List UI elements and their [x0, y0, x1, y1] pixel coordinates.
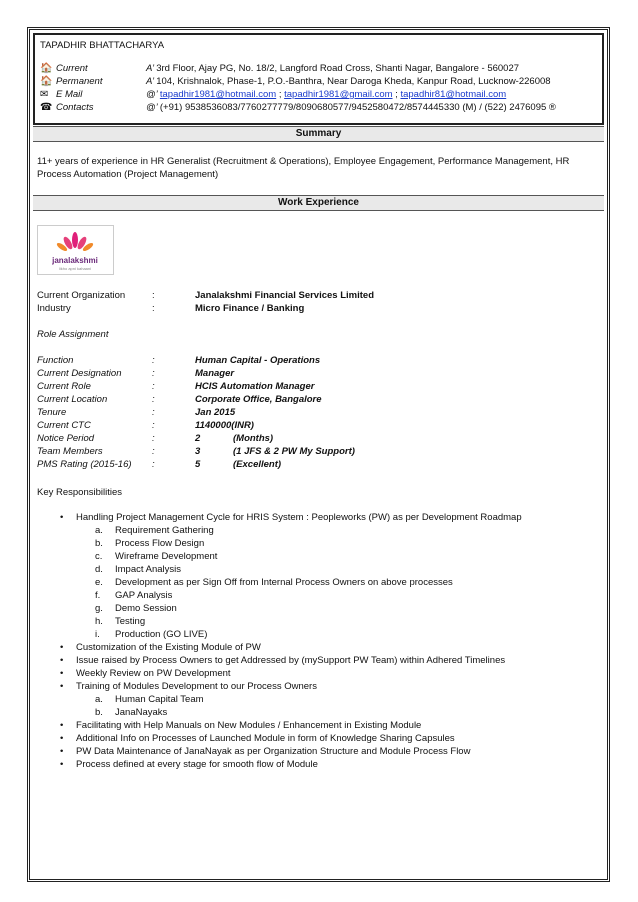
- field-label: Notice Period: [37, 433, 95, 444]
- bullet-marker: •: [60, 512, 64, 523]
- contact-label: Contacts: [56, 102, 94, 113]
- field-value: Human Capital - Operations: [195, 355, 321, 366]
- sub-item: [95, 707, 167, 718]
- role-assignment-heading: Role Assignment: [37, 329, 109, 340]
- email-link[interactable]: tapadhir1981@gmail.com: [284, 89, 393, 100]
- contact-prefix: A’: [146, 63, 157, 74]
- sub-text: Demo Session: [115, 603, 177, 614]
- sub-marker: f.: [95, 590, 101, 601]
- sub-text: Production (GO LIVE): [115, 629, 208, 640]
- sub-text: Process Flow Design: [115, 538, 205, 549]
- responsibility-text: Customization of the Existing Module of PW: [76, 642, 261, 653]
- field-colon: :: [152, 446, 155, 457]
- role-row: [37, 446, 355, 459]
- contact-row: [40, 62, 519, 75]
- field-value: 3: [195, 446, 201, 457]
- field-value: Janalakshmi Financial Services Limited: [195, 290, 374, 301]
- field-colon: :: [152, 368, 155, 379]
- envelope-icon: ✉: [40, 89, 49, 100]
- summary-text: 11+ years of experience in HR Generalist (Recruitment & Operations), Employee Engagement, Performance Management, HR Process Automation (Project Management): [37, 156, 570, 180]
- contact-row: [40, 75, 551, 88]
- sub-text: Requirement Gathering: [115, 525, 214, 536]
- field-label: Current Designation: [37, 368, 122, 379]
- field-label: Team Members: [37, 446, 103, 457]
- sub-item: [95, 564, 181, 575]
- field-note: (Months): [233, 433, 274, 444]
- summary-heading: Summary: [33, 126, 604, 142]
- responsibility-item: [60, 668, 231, 679]
- sub-marker: b.: [95, 707, 103, 718]
- responsibility-text: PW Data Maintenance of JanaNayak as per Organization Structure and Module Process Flow: [76, 746, 471, 757]
- sub-item: [95, 538, 204, 549]
- bullet-marker: •: [60, 668, 64, 679]
- bullet-marker: •: [60, 746, 64, 757]
- contact-value: A’ 104, Krishnalok, Phase-1, P.O.-Banthra, Near Daroga Kheda, Kanpur Road, Lucknow-226008: [146, 76, 551, 87]
- org-row: [37, 303, 304, 316]
- role-row: [37, 394, 322, 407]
- sub-item: [95, 551, 217, 562]
- responsibility-text: Facilitating with Help Manuals on New Modules / Enhancement in Existing Module: [76, 720, 422, 731]
- role-row: [37, 420, 254, 433]
- sub-text: Testing: [115, 616, 146, 627]
- contact-label: Permanent: [56, 76, 103, 87]
- responsibility-text: Process defined at every stage for smooth flow of Module: [76, 759, 318, 770]
- field-value: Jan 2015: [195, 407, 236, 418]
- janalakshmi-logo: [37, 225, 114, 275]
- field-value: HCIS Automation Manager: [195, 381, 315, 392]
- responsibility-text: Issue raised by Process Owners to get Addressed by (mySupport PW Team) within Adhered Timelines: [76, 655, 506, 666]
- responsibility-item: [60, 746, 470, 757]
- field-value: Corporate Office, Bangalore: [195, 394, 322, 405]
- field-label: Current Location: [37, 394, 108, 405]
- contact-value: @’ (+91) 9538536083/7760277779/8090680577/9452580472/8574445330 (M) / (522) 2476095 ®: [146, 102, 556, 113]
- field-colon: :: [152, 394, 155, 405]
- svg-text:janalakshmi: janalakshmi: [52, 256, 98, 265]
- field-value: 1140000(INR): [195, 420, 254, 431]
- field-label: Current Role: [37, 381, 91, 392]
- role-row: [37, 433, 273, 446]
- sub-item: [95, 603, 177, 614]
- field-value: Micro Finance / Banking: [195, 303, 305, 314]
- field-colon: :: [152, 303, 155, 314]
- sub-marker: d.: [95, 564, 103, 575]
- sub-text: Wireframe Development: [115, 551, 218, 562]
- role-row: [37, 407, 235, 420]
- field-colon: :: [152, 407, 155, 418]
- contact-value: A’ 3rd Floor, Ajay PG, No. 18/2, Langford Road Cross, Shanti Nagar, Bangalore - 560027: [146, 63, 520, 74]
- email-link[interactable]: tapadhir81@hotmail.com: [400, 89, 507, 100]
- sub-item: [95, 629, 207, 640]
- bullet-marker: •: [60, 720, 64, 731]
- sub-text: Development as per Sign Off from Internal Process Owners on above processes: [115, 577, 453, 588]
- field-value: 2: [195, 433, 201, 444]
- field-colon: :: [152, 290, 155, 301]
- bullet-marker: •: [60, 759, 64, 770]
- bullet-marker: •: [60, 642, 64, 653]
- responsibility-text: Weekly Review on PW Development: [76, 668, 231, 679]
- field-label: Current Organization: [37, 290, 126, 301]
- sub-marker: b.: [95, 538, 103, 549]
- field-value: Manager: [195, 368, 235, 379]
- sub-marker: i.: [95, 629, 100, 640]
- work-experience-heading: Work Experience: [33, 195, 604, 211]
- org-row: [37, 290, 374, 303]
- sub-text: JanaNayaks: [115, 707, 168, 718]
- field-label: Current CTC: [37, 420, 91, 431]
- sub-marker: c.: [95, 551, 103, 562]
- role-row: [37, 381, 314, 394]
- responsibility-item: [60, 733, 455, 744]
- sub-text: GAP Analysis: [115, 590, 173, 601]
- email-link[interactable]: tapadhir1981@hotmail.com: [159, 89, 277, 100]
- contact-prefix: @’: [146, 102, 160, 113]
- contact-row: [40, 101, 556, 114]
- contact-label: E Mail: [56, 89, 83, 100]
- responsibility-text: Training of Modules Development to our Process Owners: [76, 681, 317, 692]
- bullet-marker: •: [60, 733, 64, 744]
- responsibility-item: [60, 642, 261, 653]
- responsibility-item: [60, 720, 421, 731]
- sub-text: Human Capital Team: [115, 694, 204, 705]
- home-icon: 🏠: [40, 63, 53, 74]
- field-colon: :: [152, 420, 155, 431]
- bullet-marker: •: [60, 681, 64, 692]
- field-colon: :: [152, 381, 155, 392]
- contact-row: [40, 88, 506, 101]
- sub-text: Impact Analysis: [115, 564, 181, 575]
- field-label: Function: [37, 355, 74, 366]
- role-row: [37, 459, 281, 472]
- role-row: [37, 355, 320, 368]
- responsibility-item: [60, 655, 505, 666]
- sub-marker: h.: [95, 616, 103, 627]
- sub-item: [95, 590, 172, 601]
- field-colon: :: [152, 433, 155, 444]
- field-label: Tenure: [37, 407, 67, 418]
- sub-item: [95, 577, 453, 588]
- sub-marker: a.: [95, 694, 103, 705]
- sub-marker: g.: [95, 603, 103, 614]
- field-colon: :: [152, 459, 155, 470]
- sub-item: [95, 525, 214, 536]
- contact-prefix: @’: [146, 89, 160, 100]
- sub-item: [95, 616, 145, 627]
- sub-marker: e.: [95, 577, 103, 588]
- phone-icon: ☎: [40, 102, 53, 113]
- field-value: 5: [195, 459, 201, 470]
- field-colon: :: [152, 355, 155, 366]
- sub-marker: a.: [95, 525, 103, 536]
- sub-item: [95, 694, 204, 705]
- responsibility-item: [60, 681, 317, 692]
- responsibility-text: Handling Project Management Cycle for HRIS System : Peopleworks (PW) as per Development Roadmap: [76, 512, 522, 523]
- key-responsibilities-heading: Key Responsibilities: [37, 487, 123, 498]
- svg-text:likho apni kahaani: likho apni kahaani: [58, 266, 92, 271]
- contact-prefix: A’: [146, 76, 157, 87]
- field-label: PMS Rating (2015-16): [37, 459, 132, 470]
- home-icon: 🏠: [40, 76, 53, 87]
- candidate-name: TAPADHIR BHATTACHARYA: [40, 40, 165, 51]
- responsibility-text: Additional Info on Processes of Launched Module in form of Knowledge Sharing Capsules: [76, 733, 455, 744]
- field-label: Industry: [37, 303, 71, 314]
- field-note: (Excellent): [233, 459, 282, 470]
- contact-value: @’ tapadhir1981@hotmail.com ; tapadhir1981@gmail.com ; tapadhir81@hotmail.com: [146, 89, 507, 100]
- field-note: (1 JFS & 2 PW My Support): [233, 446, 355, 457]
- responsibility-item: [60, 512, 522, 523]
- bullet-marker: •: [60, 655, 64, 666]
- responsibility-item: [60, 759, 318, 770]
- contact-label: Current: [56, 63, 88, 74]
- role-row: [37, 368, 234, 381]
